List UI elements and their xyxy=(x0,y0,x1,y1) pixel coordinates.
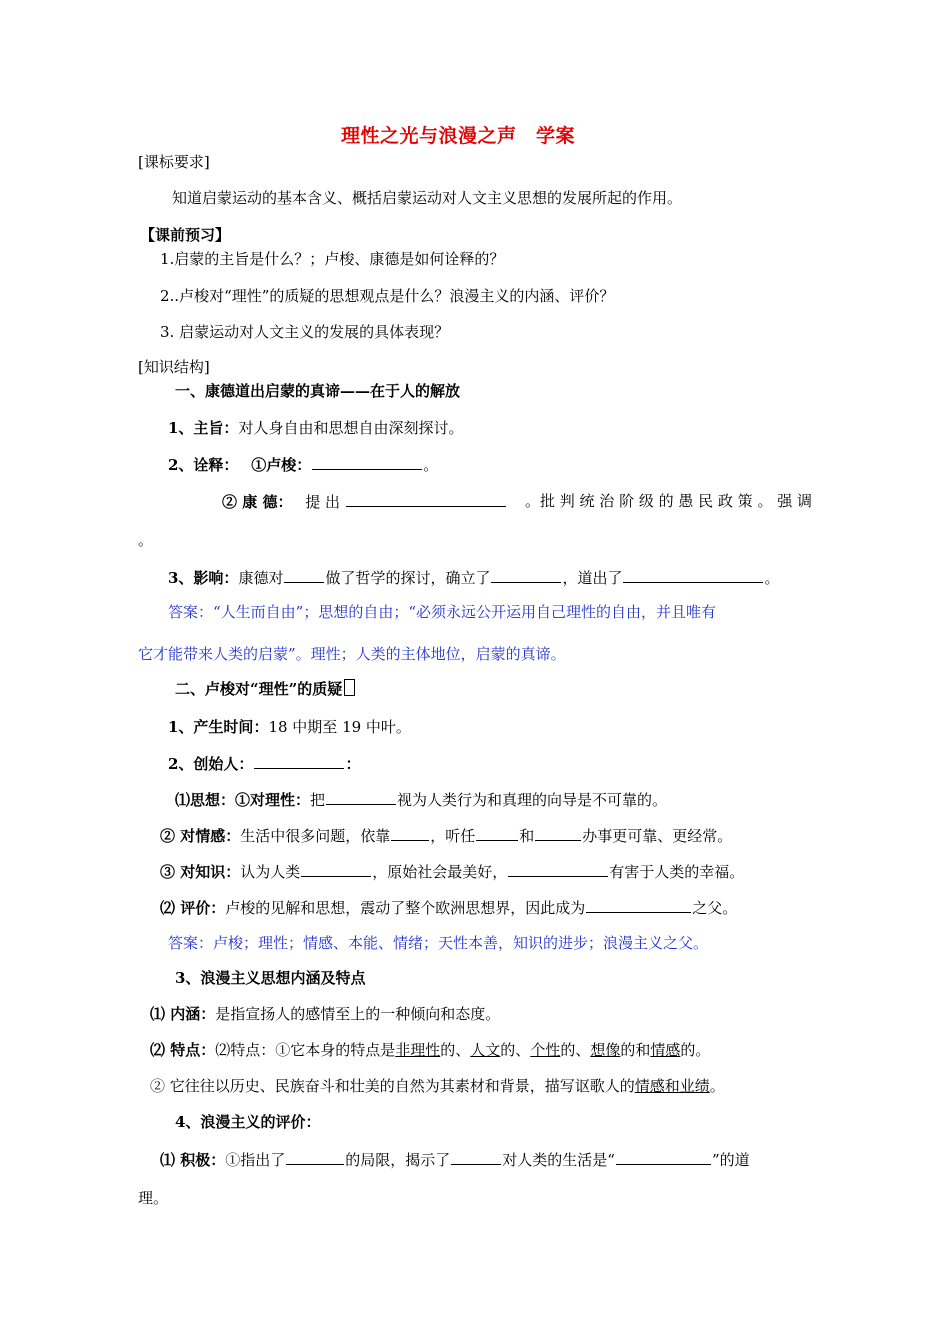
tedian2-line xyxy=(150,1076,725,1096)
tedian-t3: 的、 xyxy=(500,1041,531,1059)
missing-glyph-box xyxy=(344,679,355,696)
zhishi-heading: [知识结构] xyxy=(138,358,210,376)
tedian-u3: 个性 xyxy=(530,1041,561,1059)
part1-item3-label: 3、影响： xyxy=(168,569,239,587)
part1-item1 xyxy=(168,418,463,438)
part1-item2-sub: ①卢梭： xyxy=(251,456,312,474)
part1-item2-label: 2、诠释： xyxy=(168,456,239,474)
pingjia-t2: 之父。 xyxy=(692,899,738,917)
qinggan-t2: ，听任 xyxy=(430,827,476,845)
part2-item1-label: 1、产生时间： xyxy=(168,718,269,736)
part1-item2 xyxy=(168,454,438,475)
zhishi-t2: ，原始社会最美好， xyxy=(372,863,508,881)
sixiang-t2: 视为人类行为和真理的向导是不可靠的。 xyxy=(397,791,668,809)
kant-text1: 提 出 xyxy=(305,493,341,511)
yuxi-heading: 【课前预习】 xyxy=(140,226,231,244)
tedian-line xyxy=(150,1040,710,1060)
part2-item1-text: 18 中期至 19 中叶。 xyxy=(268,718,411,736)
item3-t3: ，道出了 xyxy=(562,569,623,587)
sixiang-label: ⑴思想：①对理性： xyxy=(175,791,311,809)
part2-answer: 答案：卢梭；理性；情感、本能、情绪；天性本善，知识的进步；浪漫主义之父。 xyxy=(168,934,709,952)
tedian2-u1: 情感和业绩 xyxy=(634,1077,710,1095)
kebiao-text: 知道启蒙运动的基本含义、概括启蒙运动对人文主义思想的发展所起的作用。 xyxy=(172,189,683,207)
tedian-label: ⑵ 特点： xyxy=(150,1041,216,1059)
item3-t2: 做了哲学的探讨，确立了 xyxy=(325,569,491,587)
part1-answer-line1: 答案：“人生而自由”；思想的自由；“必须永远公开运用自己理性的自由，并且唯有 xyxy=(168,603,717,621)
tedian-u2: 人文 xyxy=(470,1041,501,1059)
sixiang-line xyxy=(175,789,667,810)
jiji-line xyxy=(160,1149,750,1170)
blank-jiji-3 xyxy=(616,1149,711,1165)
part2-item4-heading: 4、浪漫主义的评价： xyxy=(175,1113,321,1131)
item3-t4: 。 xyxy=(764,569,780,587)
part2-item3-heading: 3、浪漫主义思想内涵及特点 xyxy=(175,969,366,987)
part1-item1-label: 1、主旨： xyxy=(168,419,239,437)
neihan-line xyxy=(150,1004,500,1024)
kebiao-heading: [课标要求] xyxy=(138,153,210,171)
jiji-wrap: 理。 xyxy=(138,1189,169,1207)
zhishi-label: ③ 对知识： xyxy=(160,863,241,881)
pingjia-t1: 卢梭的见解和思想，震动了整个欧洲思想界，因此成为 xyxy=(225,899,586,917)
blank-founder xyxy=(254,753,344,769)
qinggan-t3: 和 xyxy=(519,827,535,845)
item3-t1: 康德对 xyxy=(238,569,284,587)
blank-kant-1 xyxy=(346,491,506,507)
blank-qinggan-1 xyxy=(391,825,429,841)
jiji-t3: 对人类的生活是“ xyxy=(502,1151,615,1169)
part1-answer-line2: 它才能带来人类的启蒙”。理性；人类的主体地位，启蒙的真谛。 xyxy=(138,645,566,663)
tedian-t5: 的和 xyxy=(620,1041,651,1059)
part2-item1 xyxy=(168,717,411,737)
blank-pingjia xyxy=(586,897,691,913)
yuxi-question-1: 1.启蒙的主旨是什么？；卢梭、康德是如何诠释的？ xyxy=(160,250,505,268)
pingjia-label: ⑵ 评价： xyxy=(160,899,226,917)
kant-wrap: 。 xyxy=(138,531,154,549)
zhishi-t1: 认为人类 xyxy=(240,863,301,881)
blank-qinggan-2 xyxy=(476,825,518,841)
qinggan-label: ② 对情感： xyxy=(160,827,241,845)
yuxi-question-2: 2..卢梭对“理性”的质疑的思想观点是什么？浪漫主义的内涵、评价？ xyxy=(160,287,615,305)
part1-kant-line xyxy=(222,491,812,512)
kant-label: ② 康 德： xyxy=(222,493,293,511)
blank-rousseau xyxy=(312,454,422,470)
part2-heading-text: 二、卢梭对“理性”的质疑 xyxy=(175,680,343,698)
pingjia-line xyxy=(160,897,737,918)
blank-item3-3 xyxy=(623,567,763,583)
blank-sixiang xyxy=(326,789,396,805)
part2-item2 xyxy=(168,753,360,774)
tedian2-t1: ② 它往往以历史、民族奋斗和壮美的自然为其素材和背景，描写讴歌人的 xyxy=(150,1077,635,1095)
qinggan-line xyxy=(160,825,732,846)
tedian-t2: 的、 xyxy=(440,1041,471,1059)
part1-item3 xyxy=(168,567,780,588)
neihan-text: 是指宣扬人的感情至上的一种倾向和态度。 xyxy=(215,1005,501,1023)
blank-jiji-2 xyxy=(451,1149,501,1165)
jiji-label: ⑴ 积极： xyxy=(160,1151,226,1169)
blank-item3-1 xyxy=(284,567,324,583)
kant-text2: 。批 判 统 治 阶 级 的 愚 民 政 策 。 强 调 xyxy=(525,492,812,510)
blank-item3-2 xyxy=(491,567,561,583)
jiji-t1: ①指出了 xyxy=(225,1151,286,1169)
part1-heading: 一、康德道出启蒙的真谛——在于人的解放 xyxy=(175,382,461,400)
tedian2-t2: 。 xyxy=(709,1077,725,1095)
page-title: 理性之光与浪漫之声 学案 xyxy=(341,125,576,147)
blank-qinggan-3 xyxy=(535,825,581,841)
neihan-label: ⑴ 内涵： xyxy=(150,1005,216,1023)
tedian-u5: 情感 xyxy=(650,1041,681,1059)
qinggan-t1: 生活中很多问题，依靠 xyxy=(240,827,391,845)
jiji-t2: 的局限，揭示了 xyxy=(345,1151,451,1169)
tedian-u1: 非理性 xyxy=(395,1041,441,1059)
jiji-t4: ”的道 xyxy=(711,1151,750,1169)
blank-zhishi-1 xyxy=(301,861,371,877)
tedian-t1: ⑵特点：①它本身的特点是 xyxy=(215,1041,396,1059)
part2-heading xyxy=(175,679,355,699)
part2-item2-end: ： xyxy=(345,755,361,773)
part2-item2-label: 2、创始人： xyxy=(168,755,254,773)
part1-item1-text: 对人身自由和思想自由深刻探讨。 xyxy=(238,419,464,437)
zhishi-t3: 有害于人类的幸福。 xyxy=(609,863,745,881)
sixiang-t1: 把 xyxy=(310,791,326,809)
tedian-u4: 想像 xyxy=(590,1041,621,1059)
zhishi-line xyxy=(160,861,744,882)
part1-item2-end: 。 xyxy=(423,456,439,474)
blank-jiji-1 xyxy=(286,1149,344,1165)
tedian-t4: 的、 xyxy=(560,1041,591,1059)
qinggan-t4: 办事更可靠、更经常。 xyxy=(582,827,733,845)
tedian-t6: 的。 xyxy=(680,1041,711,1059)
blank-zhishi-2 xyxy=(508,861,608,877)
yuxi-question-3: 3. 启蒙运动对人文主义的发展的具体表现？ xyxy=(160,323,450,341)
